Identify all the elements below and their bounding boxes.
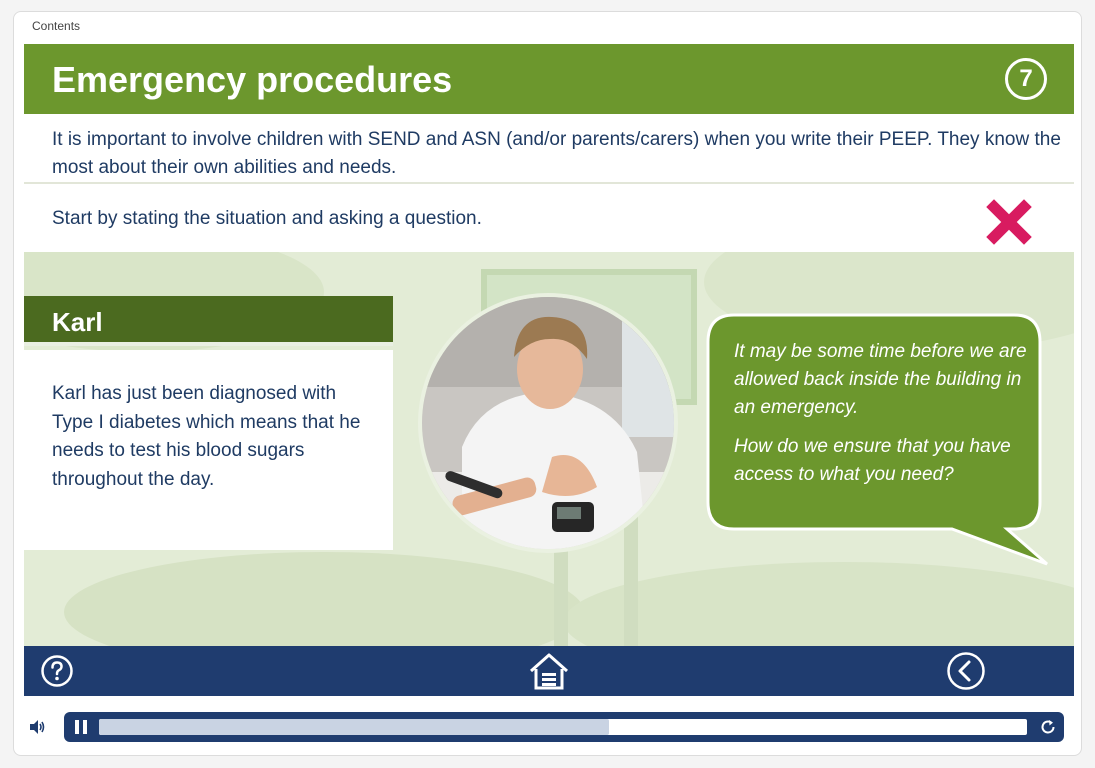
player-controls xyxy=(64,712,1064,742)
scenario-scene xyxy=(24,252,1074,646)
speech-line-1: It may be some time before we are allowed back inside the building in an emergency. xyxy=(734,341,1027,418)
instruction-text: Start by stating the situation and asking a question. xyxy=(52,208,482,229)
character-name-banner xyxy=(24,296,393,346)
help-icon[interactable] xyxy=(40,654,74,688)
contents-link[interactable]: Contents xyxy=(32,19,81,33)
character-name: Karl xyxy=(52,307,103,337)
replay-icon[interactable] xyxy=(1040,719,1056,735)
navigation-bar xyxy=(24,646,1074,696)
volume-icon[interactable] xyxy=(28,718,46,736)
progress-track[interactable] xyxy=(99,719,1027,735)
audio-player xyxy=(24,712,1074,742)
boy-testing-blood-sugar-photo xyxy=(418,293,678,553)
character-card xyxy=(24,350,393,550)
progress-fill xyxy=(99,719,609,735)
back-icon[interactable] xyxy=(946,651,986,691)
speech-bubble-text xyxy=(734,338,1034,489)
page-number-badge: 7 xyxy=(1005,58,1047,100)
page-title: Emergency procedures xyxy=(52,59,453,100)
instruction-panel xyxy=(24,186,1074,252)
page-header xyxy=(24,44,1074,114)
intro-panel xyxy=(24,114,1074,184)
close-x-icon[interactable] xyxy=(984,197,1034,247)
course-frame xyxy=(13,11,1082,756)
home-icon[interactable] xyxy=(528,652,570,690)
speech-line-2: How do we ensure that you have access to what you need? xyxy=(734,436,1011,485)
intro-text: It is important to involve children with SEND and ASN (and/or parents/carers) when you write their PEEP. They know the most about their own abilities and needs. xyxy=(52,129,1061,178)
pause-icon[interactable] xyxy=(74,720,88,734)
character-description: Karl has just been diagnosed with Type I diabetes which means that he needs to test his blood sugars throughout the day. xyxy=(52,383,361,490)
